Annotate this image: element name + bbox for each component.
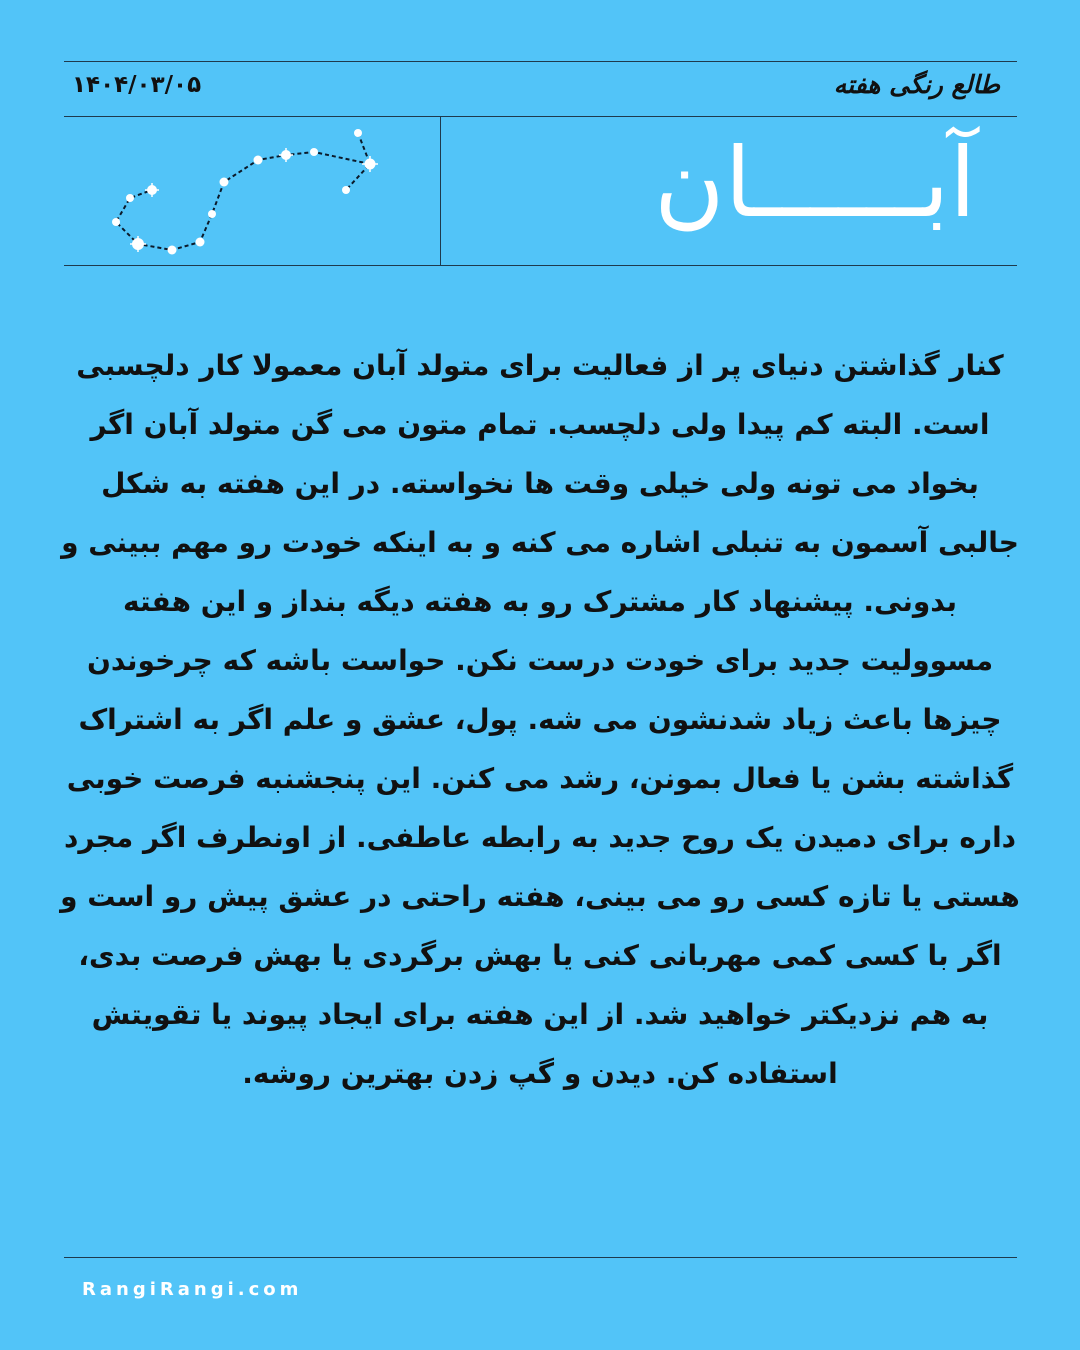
header-date: ۱۴۰۴/۰۳/۰۵	[72, 72, 202, 98]
sign-name: آبــــــان	[654, 127, 976, 239]
header-top-divider	[64, 61, 1017, 62]
footer-site: RangiRangi.com	[82, 1279, 303, 1300]
header-bottom-divider	[64, 116, 1017, 117]
horoscope-text: کنار گذاشتن دنیای پر از فعالیت برای متولد آبان معمولا کار دلچسبی است. البته کم پیدا ولی دلچسب. تمام متون می گن متولد آبان اگر بخواد می تونه ولی خیلی وقت ها نخواسته. در این هفته به شکل جالبی آسمون به تنبلی اشاره می کنه و به اینکه خودت رو مهم ببینی و بدونی. پیشنهاد کار مشترک رو به هفته دیگه بنداز و این هفته مسوولیت جدید برای خودت درست نکن. حواست باشه که چرخوندن چیزها باعث زیاد شدنشون می شه. پول، عشق و علم اگر به اشتراک گذاشته بشن یا فعال بمونن، رشد می کنن. این پنجشنبه فرصت خوبی داره برای دمیدن یک روح جدید به رابطه عاطفی. از اونطرف اگر مجرد هستی یا تازه کسی رو می بینی، هفته راحتی در عشق پیش رو است و اگر با کسی کمی مهربانی کنی یا بهش برگردی یا بهش فرصت بدی، به هم نزدیکتر خواهید شد. از این هفته برای ایجاد پیوند یا تقویتش استفاده کن. دیدن و گپ زدن بهترین روشه.	[60, 349, 1020, 1090]
footer-divider	[64, 1257, 1017, 1258]
scorpio-constellation-icon	[100, 120, 390, 265]
header-title: طالع رنگی هفته	[833, 70, 1000, 99]
sign-panel-divider	[440, 117, 441, 265]
sign-panel-bottom-divider	[64, 265, 1017, 266]
